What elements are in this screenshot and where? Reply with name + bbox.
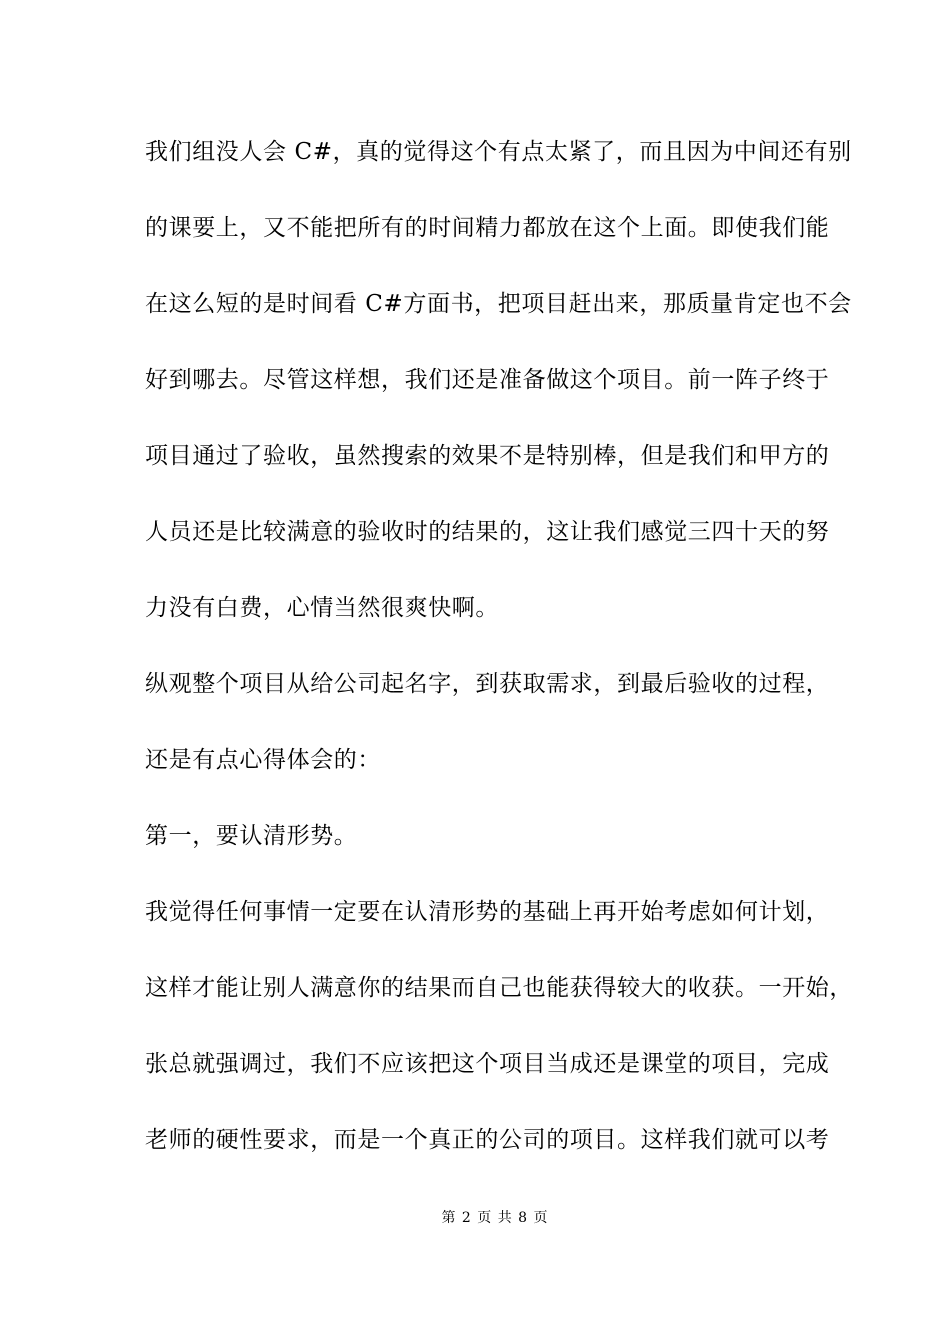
- text-line: 好到哪去。尽管这样想，我们还是准备做这个项目。前一阵子终于: [145, 367, 830, 393]
- text-line: 人员还是比较满意的验收时的结果的，这让我们感觉三四十天的努: [145, 519, 830, 545]
- text-line: 力没有白费，心情当然很爽快啊。: [145, 595, 499, 621]
- text-line: 我们组没人会 C#，真的觉得这个有点太紧了，而且因为中间还有别: [145, 139, 852, 165]
- text-line: 这样才能让别人满意你的结果而自己也能获得较大的收获。一开始，: [145, 975, 853, 1001]
- text-line: 纵观整个项目从给公司起名字，到获取需求，到最后验收的过程，: [145, 671, 830, 697]
- text-line: 在这么短的是时间看 C#方面书，把项目赶出来，那质量肯定也不会: [145, 291, 852, 317]
- page-number-footer: 第 2 页 共 8 页: [441, 1210, 549, 1226]
- text-line: 老师的硬性要求，而是一个真正的公司的项目。这样我们就可以考: [145, 1127, 830, 1153]
- section-heading: 第一，要认清形势。: [145, 823, 358, 849]
- text-line: 项目通过了验收，虽然搜索的效果不是特别棒，但是我们和甲方的: [145, 443, 830, 469]
- text-line: 还是有点心得体会的：: [145, 747, 381, 773]
- text-line: 张总就强调过，我们不应该把这个项目当成还是课堂的项目，完成: [145, 1051, 830, 1077]
- text-line: 的课要上，又不能把所有的时间精力都放在这个上面。即使我们能: [145, 215, 830, 241]
- text-line: 我觉得任何事情一定要在认清形势的基础上再开始考虑如何计划，: [145, 899, 830, 925]
